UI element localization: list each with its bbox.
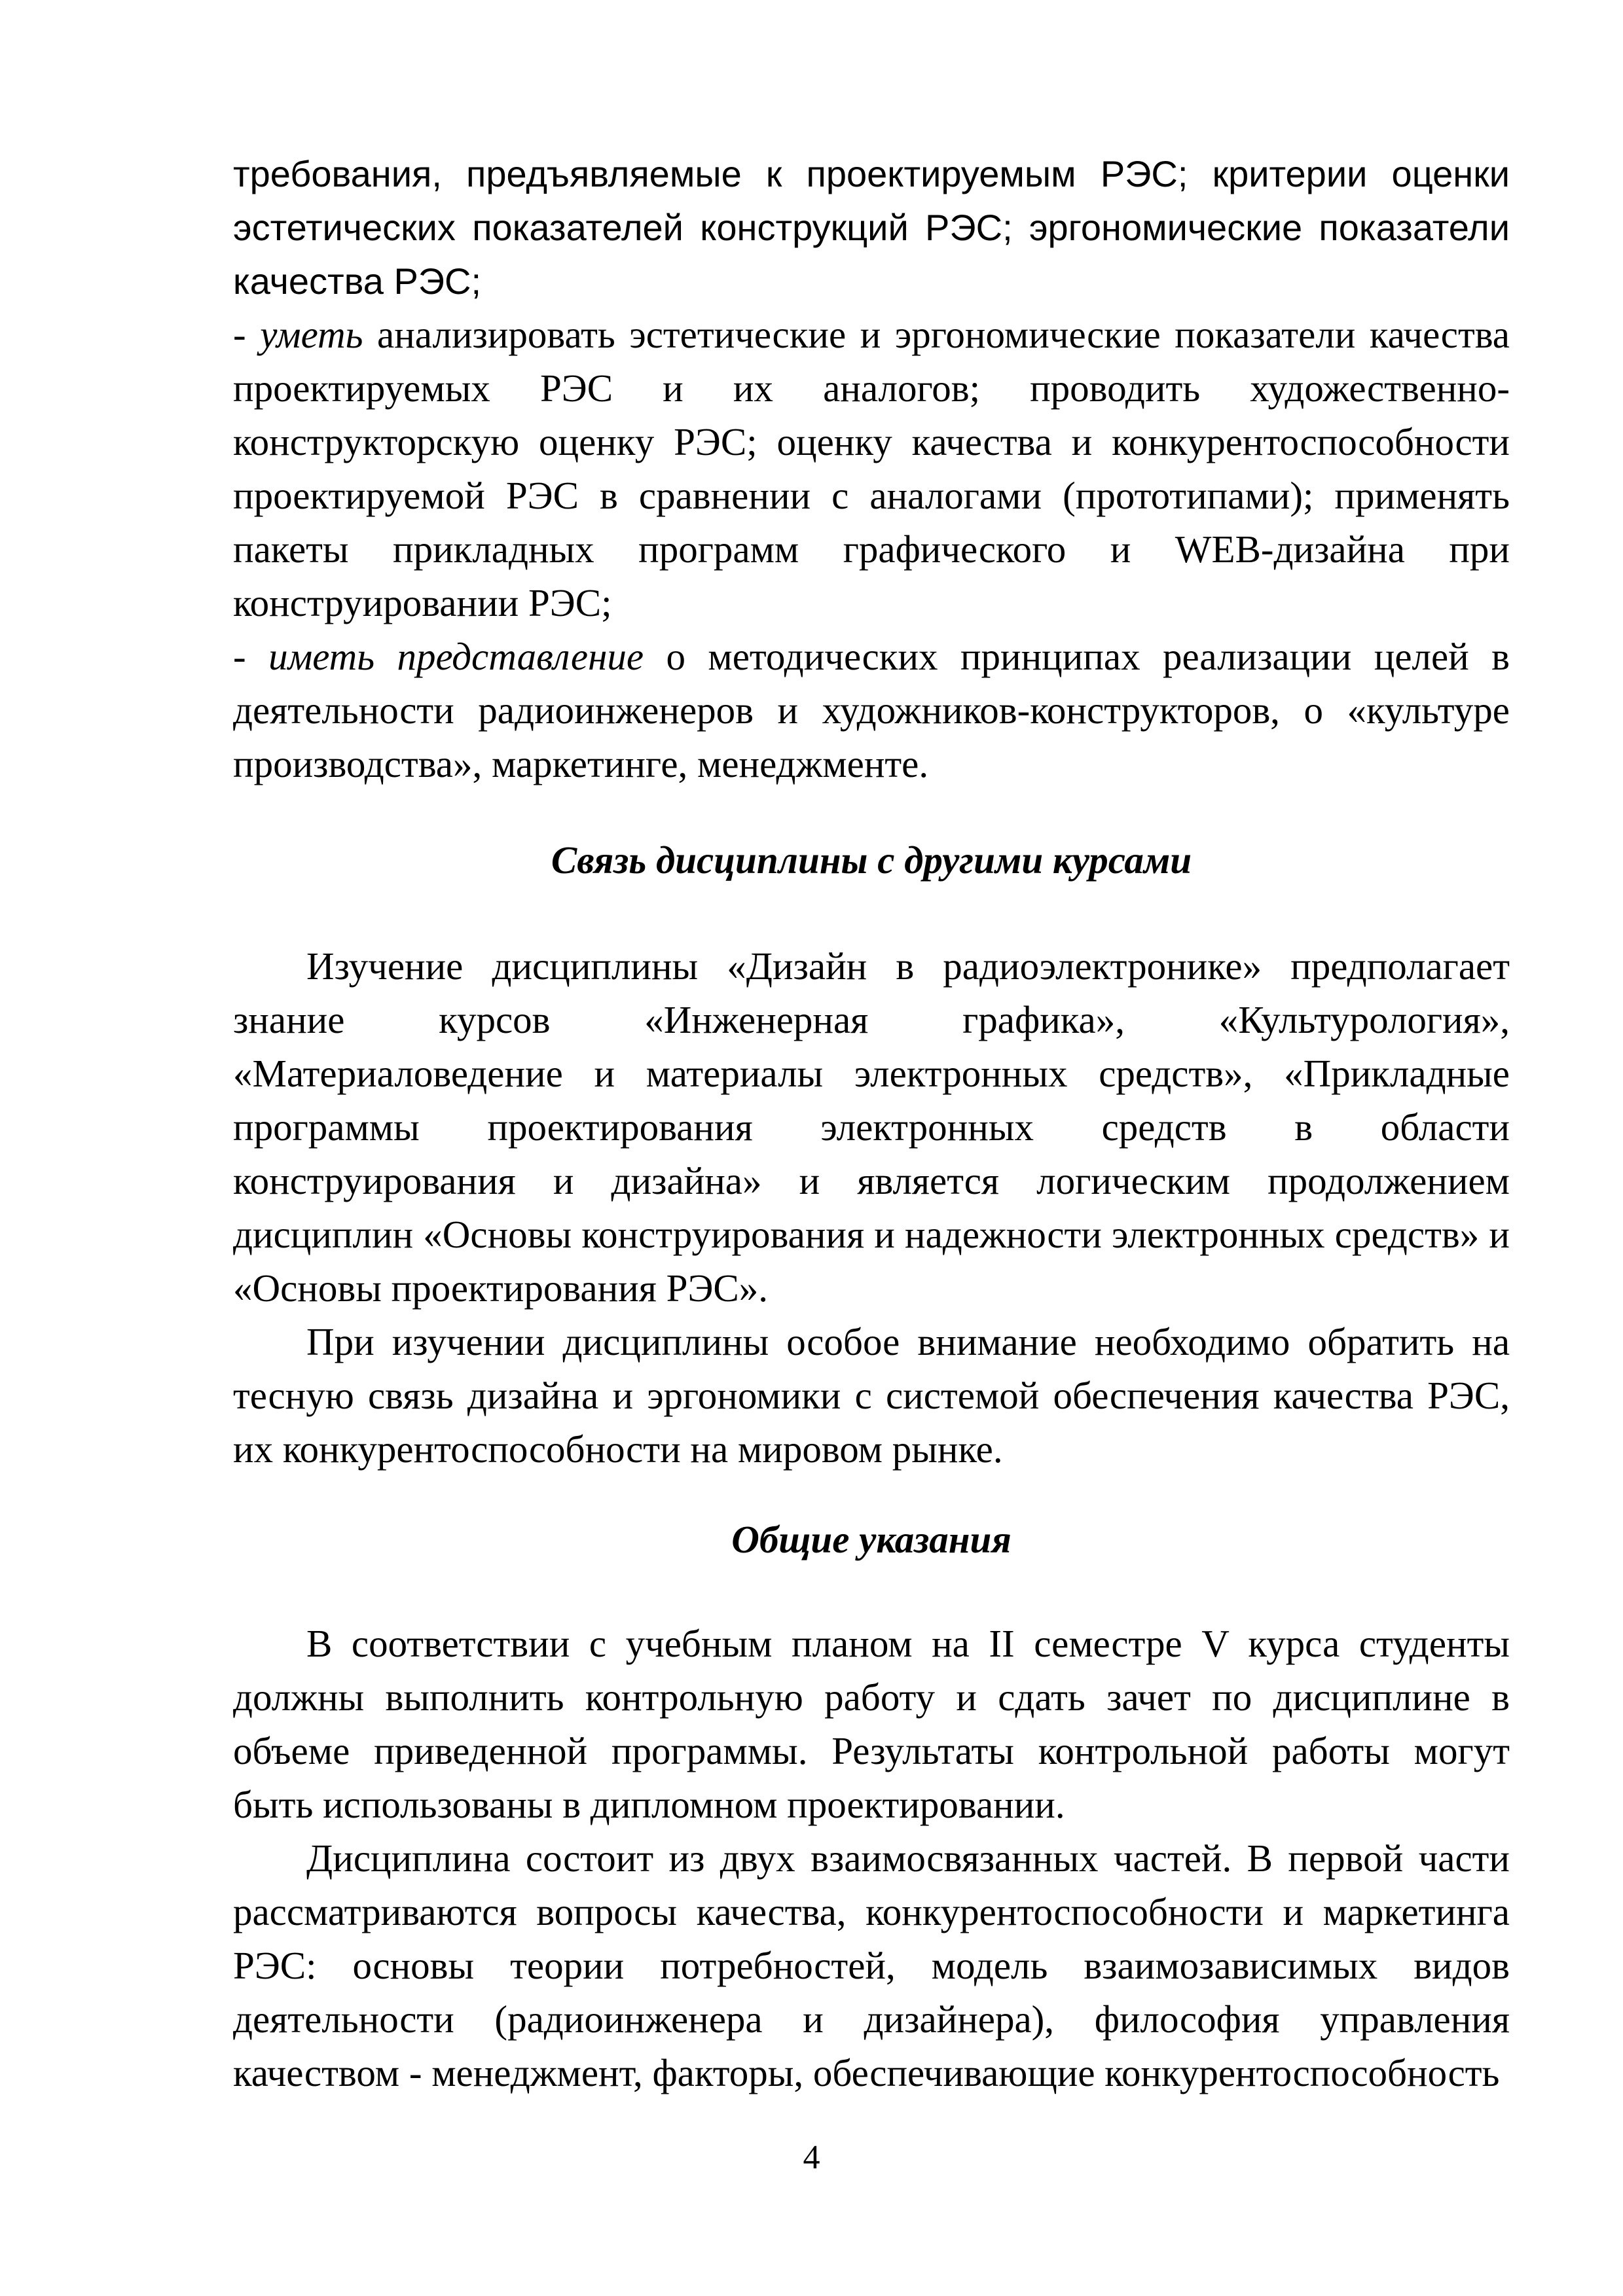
paragraph-skills-imet: [233, 630, 1510, 791]
paragraph-general-instructions-2: Дисциплина состоит из двух взаимосвязанных частей. В первой части рассматриваются вопросы качества, конкурентоспособности и маркетинга РЭС: основы теории потребностей, модель взаимозависимых видов деятельности (радиоинженера и дизайнера), философия управления качеством - менеджмент, факторы, обеспечивающие конкурентоспособность: [233, 1837, 1510, 2094]
paragraph-related-courses-1: Изучение дисциплины «Дизайн в радиоэлектронике» предполагает знание курсов «Инженерная графика», «Культурология», «Материаловедение и материалы электронных средств», «Прикладные программы проектирования электронных средств в области конструирования и дизайна» и является логическим продолжением дисциплин «Основы конструирования и надежности электронных средств» и «Основы проектирования РЭС».: [233, 944, 1510, 1310]
skills-prefix-1: -: [233, 313, 261, 356]
skills-block: [233, 308, 1510, 791]
section-heading-related-courses: Связь дисциплины с другими курсами: [551, 838, 1192, 882]
skills-term-1: уметь: [260, 313, 363, 356]
skills-text-2: о методических принципах реализации целей в деятельности радиоинженеров и художников-конструкторов, о «культуре производства», маркетинге, менеджменте.: [233, 635, 1510, 785]
paragraph-skills-uметь: [233, 308, 1510, 630]
paragraph-related-courses-2: При изучении дисциплины особое внимание необходимо обратить на тесную связь дизайна и эргономики с системой обеспечения качества РЭС, их конкурентоспособности на мировом рынке.: [233, 1320, 1510, 1471]
skills-term-2: иметь представление: [268, 635, 644, 678]
page-number: 4: [803, 2139, 820, 2176]
skills-prefix-2: -: [233, 635, 269, 678]
section-heading-general-instructions: Общие указания: [731, 1518, 1012, 1561]
general-instructions-block: [233, 1617, 1510, 2100]
related-courses-block: [233, 939, 1510, 1476]
skills-text-1: анализировать эстетические и эргономические показатели качества проектируемых РЭС и их аналогов; проводить художественно-конструкторскую оценку РЭС; оценку качества и конкурентоспособности проектируемой РЭС в сравнении с аналогами (прототипами); применять пакеты прикладных программ графического и WEB-дизайна при конструировании РЭС;: [233, 313, 1510, 624]
requirements-continuation: [233, 147, 1510, 308]
paragraph-requirements: требования, предъявляемые к проектируемым РЭС; критерии оценки эстетических показателей конструкций РЭС; эргономические показатели качества РЭС;: [233, 153, 1510, 302]
paragraph-general-instructions-1: В соответствии с учебным планом на II семестре V курса студенты должны выполнить контрольную работу и сдать зачет по дисциплине в объеме приведенной программы. Результаты контрольной работы могут быть использованы в дипломном проектировании.: [233, 1622, 1510, 1826]
